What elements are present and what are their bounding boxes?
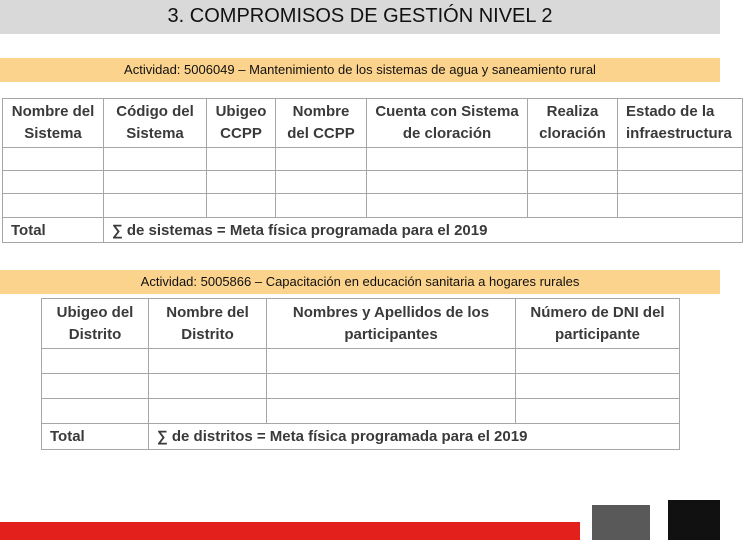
table-cell[interactable] bbox=[42, 399, 149, 424]
table-cell[interactable] bbox=[207, 194, 276, 218]
table-cell[interactable] bbox=[42, 374, 149, 399]
table-cell[interactable] bbox=[267, 374, 516, 399]
footer-black-block bbox=[668, 500, 720, 540]
table-cell[interactable] bbox=[3, 171, 104, 194]
total-formula: ∑ de distritos = Meta física programada para el 2019 bbox=[149, 424, 680, 450]
table-row bbox=[3, 148, 743, 171]
header-cuenta-cloracion: Cuenta con Sistema de cloración bbox=[367, 99, 528, 148]
header-nombre-distrito: Nombre del Distrito bbox=[149, 299, 267, 349]
table-cell[interactable] bbox=[618, 171, 743, 194]
footer-red-bar bbox=[0, 522, 580, 540]
table-row bbox=[3, 194, 743, 218]
footer-grey-block bbox=[592, 505, 650, 540]
total-formula: ∑ de sistemas = Meta física programada para el 2019 bbox=[104, 218, 743, 243]
participants-table bbox=[41, 298, 680, 450]
table-cell[interactable] bbox=[516, 374, 680, 399]
table-cell[interactable] bbox=[42, 349, 149, 374]
total-row bbox=[42, 424, 680, 450]
table-row bbox=[42, 399, 680, 424]
table-cell[interactable] bbox=[149, 399, 267, 424]
table-row bbox=[42, 349, 680, 374]
table-cell[interactable] bbox=[367, 171, 528, 194]
table-header-row bbox=[42, 299, 680, 349]
header-estado-infraestructura: Estado de la infraestructura bbox=[618, 99, 743, 148]
table-cell[interactable] bbox=[104, 148, 207, 171]
activity2-label: Actividad: 5005866 – Capacitación en educación sanitaria a hogares rurales bbox=[140, 274, 580, 289]
header-realiza-cloracion: Realiza cloración bbox=[528, 99, 618, 148]
header-ubigeo-ccpp: Ubigeo CCPP bbox=[207, 99, 276, 148]
table-cell[interactable] bbox=[149, 349, 267, 374]
header-codigo-sistema: Código del Sistema bbox=[104, 99, 207, 148]
table-cell[interactable] bbox=[516, 349, 680, 374]
table-cell[interactable] bbox=[276, 194, 367, 218]
table-cell[interactable] bbox=[276, 171, 367, 194]
table-cell[interactable] bbox=[104, 194, 207, 218]
table-cell[interactable] bbox=[618, 148, 743, 171]
table-header-row bbox=[3, 99, 743, 148]
total-label: Total bbox=[42, 424, 149, 450]
systems-table bbox=[2, 98, 743, 243]
table-cell[interactable] bbox=[3, 148, 104, 171]
table-cell[interactable] bbox=[367, 194, 528, 218]
table-cell[interactable] bbox=[207, 148, 276, 171]
table-cell[interactable] bbox=[367, 148, 528, 171]
table-cell[interactable] bbox=[267, 349, 516, 374]
table-cell[interactable] bbox=[528, 194, 618, 218]
table-row bbox=[42, 374, 680, 399]
table-cell[interactable] bbox=[528, 171, 618, 194]
header-nombre-ccpp: Nombre del CCPP bbox=[276, 99, 367, 148]
header-nombre-sistema: Nombre del Sistema bbox=[3, 99, 104, 148]
total-label: Total bbox=[3, 218, 104, 243]
total-row bbox=[3, 218, 743, 243]
table-cell[interactable] bbox=[528, 148, 618, 171]
table-cell[interactable] bbox=[276, 148, 367, 171]
table-cell[interactable] bbox=[104, 171, 207, 194]
page-title: 3. COMPROMISOS DE GESTIÓN NIVEL 2 bbox=[167, 5, 553, 27]
activity1-label: Actividad: 5006049 – Mantenimiento de los sistemas de agua y saneamiento rural bbox=[124, 62, 596, 77]
table-cell[interactable] bbox=[618, 194, 743, 218]
header-dni-participante: Número de DNI del participante bbox=[516, 299, 680, 349]
table-cell[interactable] bbox=[267, 399, 516, 424]
header-nombres-participantes: Nombres y Apellidos de los participantes bbox=[267, 299, 516, 349]
table-cell[interactable] bbox=[3, 194, 104, 218]
header-ubigeo-distrito: Ubigeo del Distrito bbox=[42, 299, 149, 349]
table-row bbox=[3, 171, 743, 194]
table-cell[interactable] bbox=[149, 374, 267, 399]
table-cell[interactable] bbox=[207, 171, 276, 194]
table-cell[interactable] bbox=[516, 399, 680, 424]
